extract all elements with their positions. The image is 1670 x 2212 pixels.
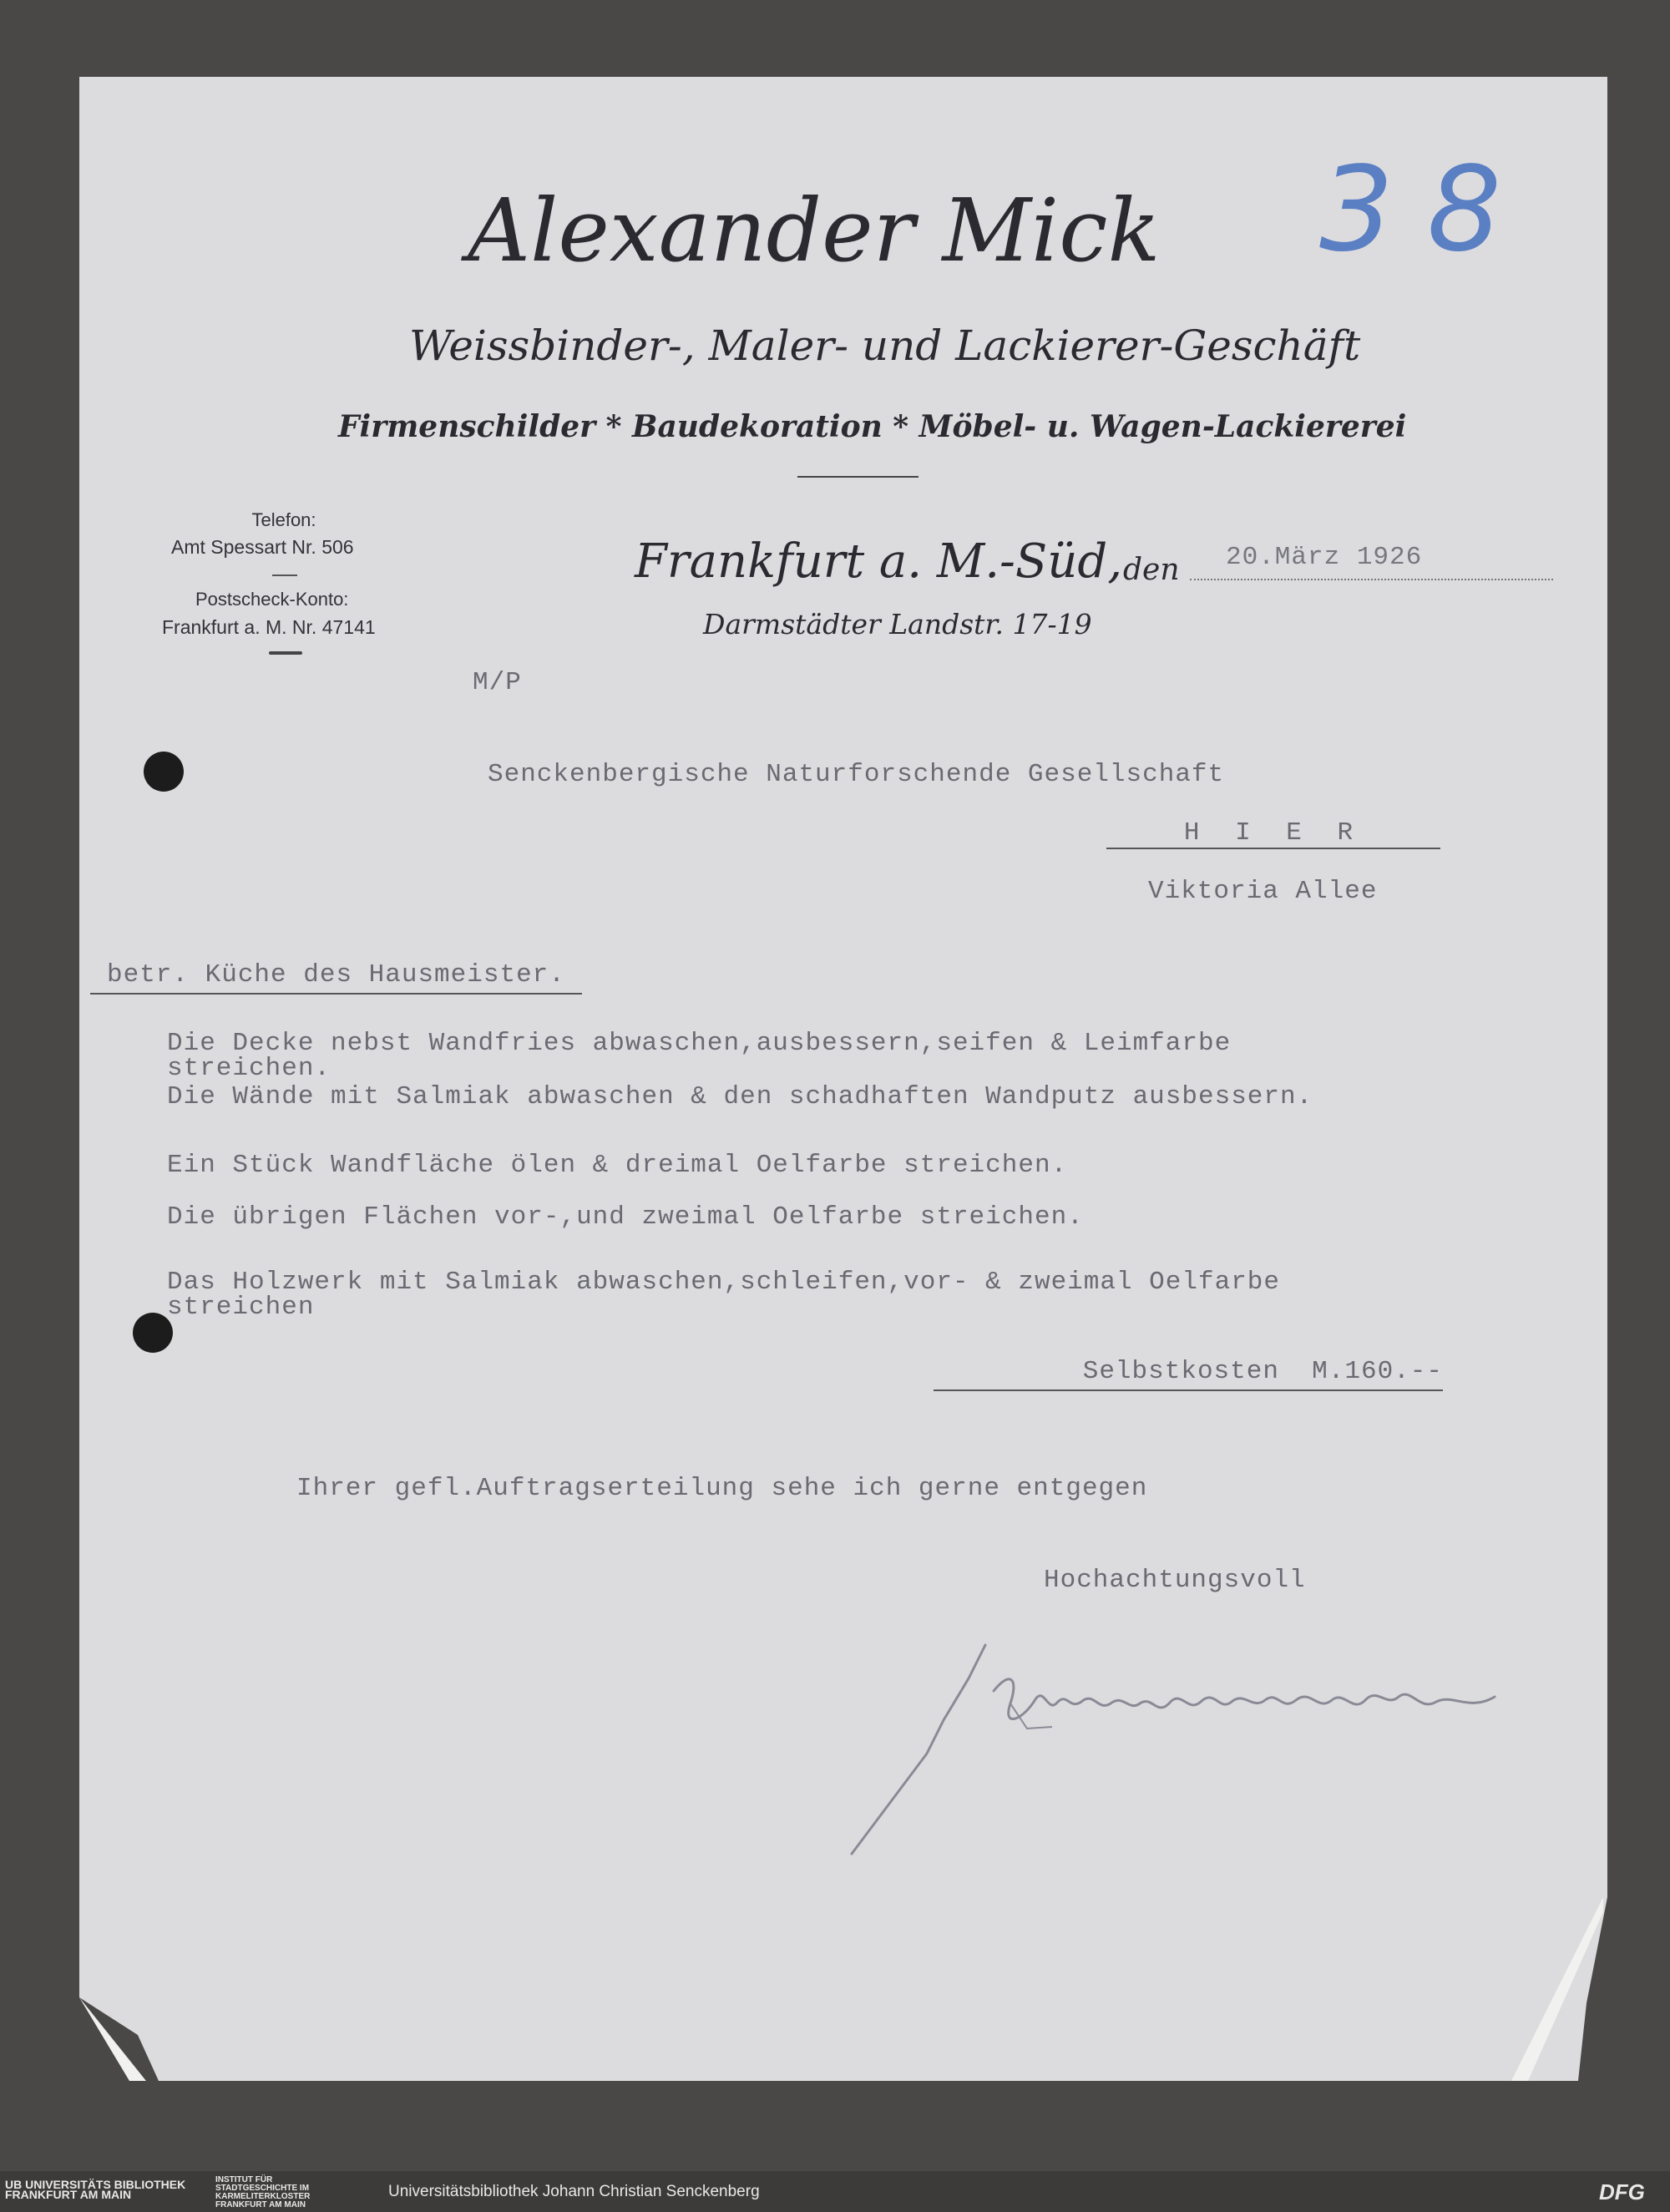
ub-logo: UB UNIVERSITÄTS BIBLIOTHEK FRANKFURT AM MAIN: [5, 2178, 186, 2201]
services-line: Firmenschilder * Baudekoration * Möbel- u. Wagen-Lackiererei: [338, 409, 1407, 444]
phone-value: Amt Spessart Nr. 506: [171, 536, 354, 558]
recipient-local: H I E R: [1106, 818, 1440, 849]
body-line-5: Die übrigen Flächen vor-,und zweimal Oelfarbe streichen.: [167, 1202, 1084, 1232]
body-line-6: Das Holzwerk mit Salmiak abwaschen,schleifen,vor- & zweimal Oelfarbe: [167, 1268, 1281, 1297]
recipient-street: Viktoria Allee: [1148, 877, 1378, 906]
letterhead-divider: [797, 476, 918, 478]
cost-total: Selbstkosten M.160.--: [934, 1357, 1443, 1391]
phone-label: Telefon:: [251, 509, 316, 530]
closing-text: Ihrer gefl.Auftragserteilung sehe ich gerne entgegen: [296, 1474, 1148, 1503]
letter-date: 20.März 1926: [1226, 543, 1423, 572]
institute-logo: INSTITUT FÜR STADTGESCHICHTE IM KARMELITERKLOSTER FRANKFURT AM MAIN: [215, 2175, 311, 2209]
body-line-2: streichen.: [167, 1054, 331, 1083]
handwritten-signature: [802, 1620, 1536, 1870]
company-name: Alexander Mick: [468, 180, 1161, 281]
salutation: Hochachtungsvoll: [1044, 1566, 1306, 1595]
library-name: Universitätsbibliothek Johann Christian Senckenberg: [388, 2183, 760, 2200]
archive-footer: [0, 2171, 1670, 2212]
place-name: Frankfurt a. M.-Süd,: [635, 534, 1123, 589]
street-address: Darmstädter Landstr. 17-19: [703, 608, 1092, 640]
den-word: den: [1123, 553, 1180, 587]
contact-ornament: [269, 651, 302, 655]
body-line-3: Die Wände mit Salmiak abwaschen & den schadhaften Wandputz ausbessern.: [167, 1082, 1313, 1111]
body-line-1: Die Decke nebst Wandfries abwaschen,ausbessern,seifen & Leimfarbe: [167, 1029, 1232, 1058]
body-line-7: streichen: [167, 1293, 315, 1322]
date-line: [1190, 578, 1553, 580]
dfg-logo: DFG: [1599, 2179, 1645, 2204]
reference-code: M/P: [473, 668, 522, 697]
body-line-4: Ein Stück Wandfläche ölen & dreimal Oelfarbe streichen.: [167, 1151, 1068, 1180]
postcheck-value: Frankfurt a. M. Nr. 47141: [162, 616, 376, 638]
postcheck-label: Postscheck-Konto:: [195, 589, 349, 610]
contact-divider: [272, 575, 297, 576]
subject-line: betr. Küche des Hausmeister.: [90, 960, 582, 995]
recipient-name: Senckenbergische Naturforschende Gesellschaft: [488, 760, 1225, 789]
punch-hole-top: [144, 752, 184, 792]
handwritten-number: 38: [1319, 142, 1536, 278]
trade-description: Weissbinder-, Maler- und Lackierer-Geschäft: [409, 321, 1361, 370]
